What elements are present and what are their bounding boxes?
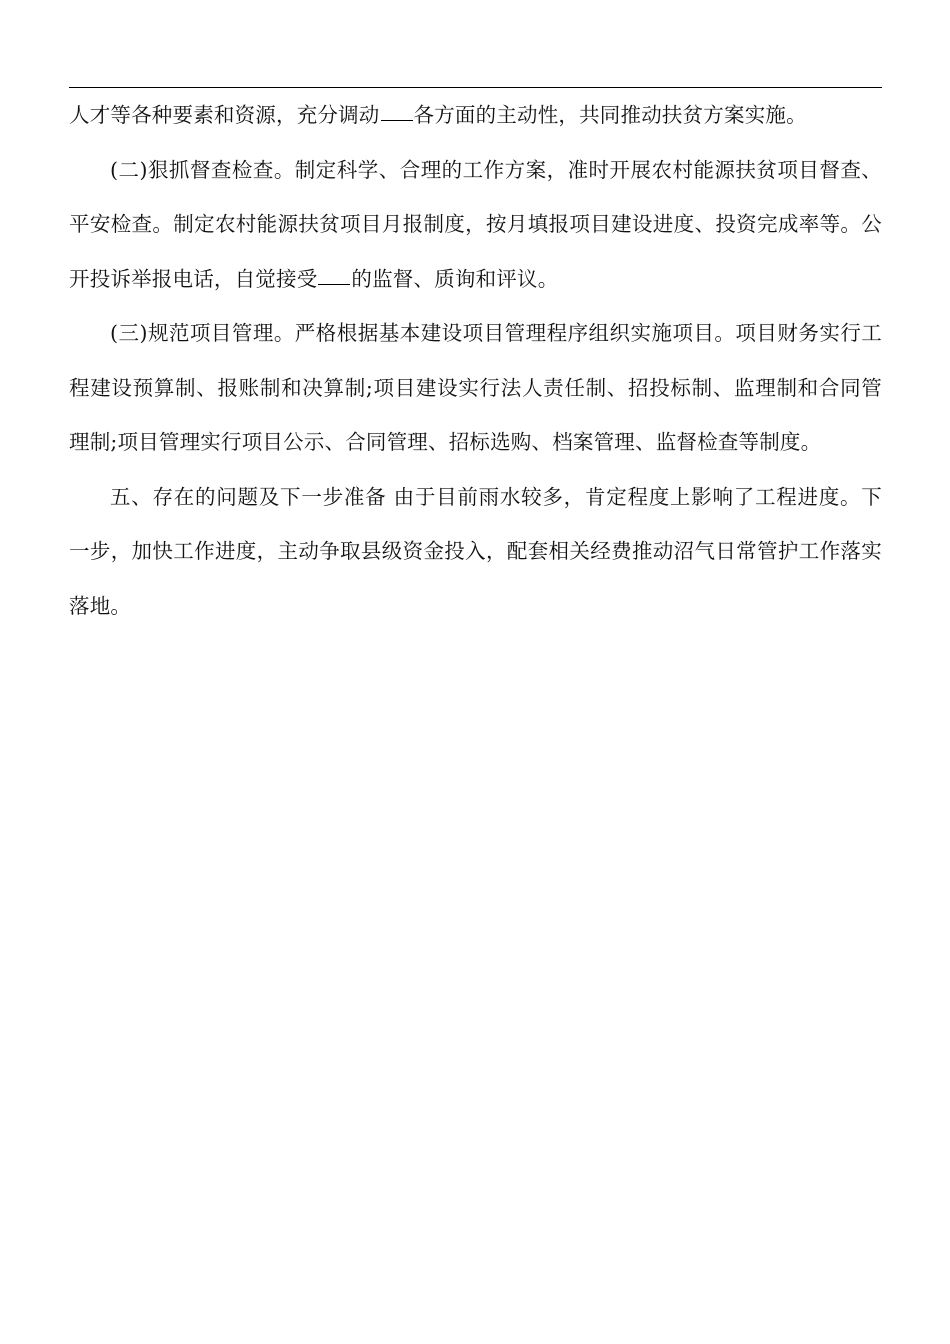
text-segment: 的监督、质询和评议。 [351,266,559,291]
document-body [69,88,882,633]
fill-in-blank [318,266,350,285]
paragraph-supervision-inspection [69,143,882,307]
fill-in-blank [381,102,413,121]
text-segment: 各方面的主动性，共同推动扶贫方案实施。 [413,103,807,127]
text-segment: 人才等各种要素和资源，充分调动 [69,103,380,127]
paragraph-continuation [69,88,882,143]
paragraph-problems-next-steps [69,470,882,634]
text-segment: 五、存在的问题及下一步准备 由于目前雨水较多，肯定程度上影响了工程进度。下一步，加快工作进度，主动争取县级资金投入，配套相关经费推动沼气日常管护工作落实落地。 [69,484,882,618]
text-segment: (三)规范项目管理。严格根据基本建设项目管理程序组织实施项目。项目财务实行工程建设预算制、报账制和决算制;项目建设实行法人责任制、招投标制、监理制和合同管理制;项目管理实行项目公示、合同管理、招标选购、档案管理、监督检查等制度。 [69,321,882,454]
paragraph-project-management [69,306,882,470]
text-segment: (二)狠抓督查检查。制定科学、合理的工作方案，准时开展农村能源扶贫项目督查、平安检查。制定农村能源扶贫项目月报制度，按月填报项目建设进度、投资完成率等。公开投诉举报电话，自觉接受 [69,157,882,291]
